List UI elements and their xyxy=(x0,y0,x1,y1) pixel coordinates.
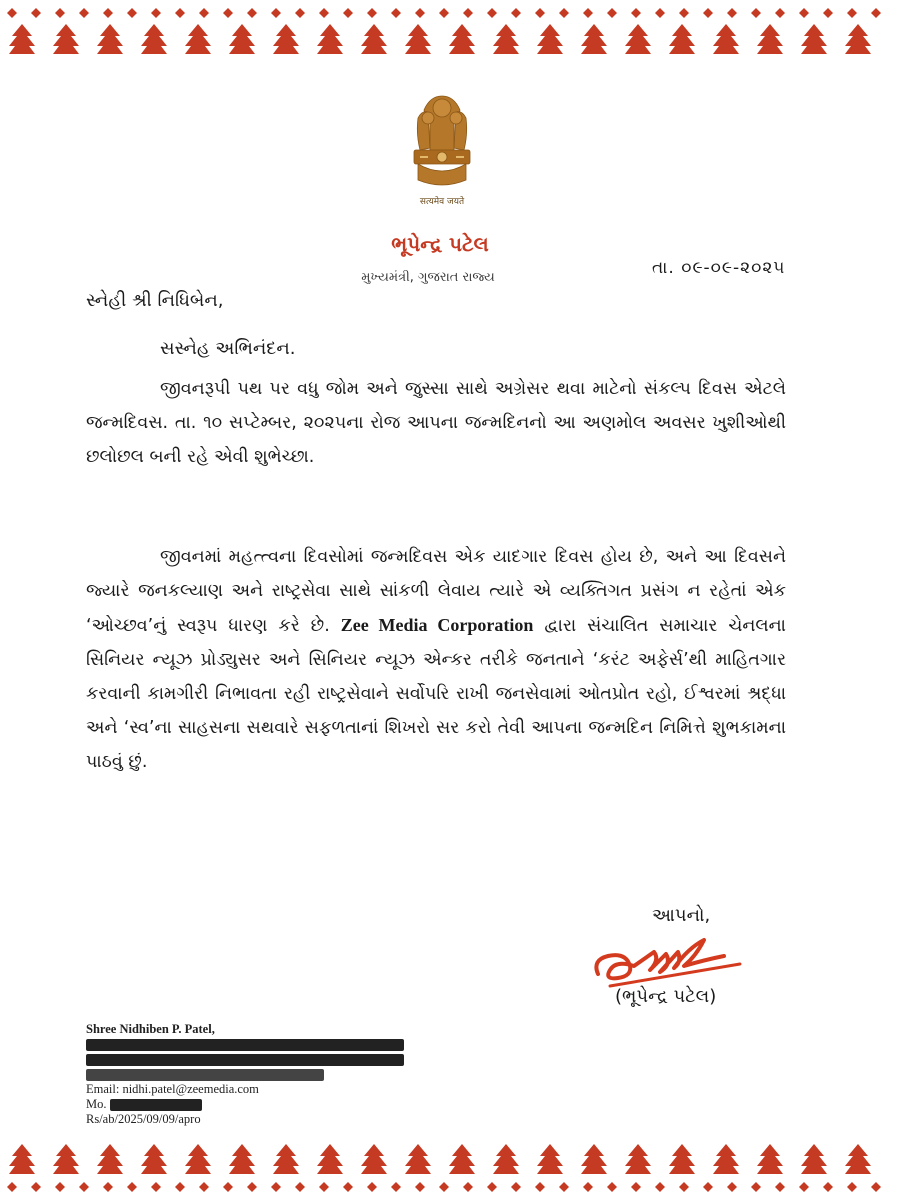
border-leaf xyxy=(273,24,299,54)
border-diamond xyxy=(583,1182,593,1192)
border-leaf xyxy=(713,24,739,54)
border-diamond xyxy=(367,8,377,18)
border-diamond xyxy=(223,8,233,18)
border-diamond xyxy=(199,1182,209,1192)
redacted-address-line-1 xyxy=(86,1037,404,1052)
border-diamond xyxy=(703,1182,713,1192)
border-diamond xyxy=(127,8,137,18)
border-leaf xyxy=(405,1144,431,1174)
border-diamond xyxy=(535,8,545,18)
border-leaf xyxy=(185,24,211,54)
border-leaf xyxy=(317,1144,343,1174)
border-leaf xyxy=(405,24,431,54)
greeting: સસ્નેહ અભિનંદન. xyxy=(160,338,296,359)
border-leaf xyxy=(53,1144,79,1174)
border-leaf xyxy=(449,1144,475,1174)
border-diamond xyxy=(607,1182,617,1192)
border-diamond xyxy=(727,1182,737,1192)
border-diamond xyxy=(583,8,593,18)
border-diamond xyxy=(127,1182,137,1192)
reference-number: Rs/ab/2025/09/09/apro xyxy=(86,1112,201,1126)
border-diamond xyxy=(199,8,209,18)
border-diamond xyxy=(319,8,329,18)
border-leaf xyxy=(757,24,783,54)
border-diamond xyxy=(151,1182,161,1192)
border-leaf xyxy=(229,24,255,54)
redacted-address-line-2 xyxy=(86,1052,404,1067)
border-leaf xyxy=(669,1144,695,1174)
border-diamond xyxy=(175,8,185,18)
border-diamond xyxy=(679,1182,689,1192)
border-diamond xyxy=(535,1182,545,1192)
border-diamond xyxy=(415,8,425,18)
border-diamond xyxy=(55,1182,65,1192)
border-leaf xyxy=(53,24,79,54)
border-leaf xyxy=(97,1144,123,1174)
recipient-address xyxy=(86,1022,404,1127)
closing: આપનો, xyxy=(652,905,711,926)
company-name: Zee Media Corporation xyxy=(340,615,534,635)
border-diamond xyxy=(439,1182,449,1192)
border-diamond xyxy=(103,1182,113,1192)
border-leaf xyxy=(801,1144,827,1174)
border-diamond xyxy=(79,1182,89,1192)
border-leaf xyxy=(361,1144,387,1174)
border-leaf xyxy=(537,1144,563,1174)
border-diamond xyxy=(319,1182,329,1192)
border-diamond xyxy=(511,8,521,18)
border-diamond xyxy=(559,8,569,18)
border-diamond xyxy=(631,1182,641,1192)
border-diamond xyxy=(847,8,857,18)
border-diamond xyxy=(343,1182,353,1192)
border-diamond xyxy=(7,1182,17,1192)
border-leaf xyxy=(801,24,827,54)
top-decorative-border xyxy=(0,0,900,70)
border-diamond xyxy=(751,8,761,18)
border-leaf xyxy=(9,1144,35,1174)
border-diamond xyxy=(103,8,113,18)
border-diamond xyxy=(151,8,161,18)
border-diamond xyxy=(847,1182,857,1192)
paragraph-2 xyxy=(86,540,786,779)
mobile-label: Mo. xyxy=(86,1097,107,1111)
border-leaf xyxy=(97,24,123,54)
border-diamond xyxy=(367,1182,377,1192)
salutation: સ્નેહી શ્રી નિધિબેન, xyxy=(86,290,224,311)
border-diamond xyxy=(295,8,305,18)
author-name: ભૂપેન્દ્ર પટેલ xyxy=(391,232,489,256)
border-leaf xyxy=(537,24,563,54)
border-diamond xyxy=(751,1182,761,1192)
border-leaf xyxy=(185,1144,211,1174)
border-leaf xyxy=(141,1144,167,1174)
border-leaf xyxy=(141,24,167,54)
paragraph-1-text: જીવનરૂપી પથ પર વધુ જોમ અને જુસ્સા સાથે અગ્રેસર થવા માટેનો સંકલ્પ દિવસ એટલે જન્મદિવસ. તા. ૧૦ સપ્ટેમ્બર, ૨૦૨૫ના રોજ આપના જન્મદિનનો આ અણમોલ અવસર ખુશીઓથી છલોછલ બની રહે એવી શુભેચ્છા. xyxy=(86,379,786,467)
border-diamond xyxy=(799,1182,809,1192)
border-diamond xyxy=(55,8,65,18)
border-diamond xyxy=(439,8,449,18)
border-diamond xyxy=(391,1182,401,1192)
border-leaf xyxy=(713,1144,739,1174)
border-diamond xyxy=(79,8,89,18)
border-diamond xyxy=(511,1182,521,1192)
border-diamond xyxy=(7,8,17,18)
border-diamond xyxy=(775,1182,785,1192)
border-leaf xyxy=(361,24,387,54)
border-diamond xyxy=(559,1182,569,1192)
border-diamond xyxy=(31,1182,41,1192)
border-diamond xyxy=(775,8,785,18)
border-diamond xyxy=(487,1182,497,1192)
border-leaf xyxy=(9,24,35,54)
border-diamond xyxy=(175,1182,185,1192)
border-leaf xyxy=(581,24,607,54)
recipient-mobile xyxy=(86,1097,404,1112)
emblem-motto: सत्यमेव जयते xyxy=(419,197,465,207)
border-diamond xyxy=(343,8,353,18)
author-title: મુખ્યમંત્રી, ગુજરાત રાજ્ય xyxy=(361,270,495,285)
border-diamond xyxy=(679,8,689,18)
border-diamond xyxy=(727,8,737,18)
bottom-decorative-border xyxy=(0,1130,900,1200)
border-leaf xyxy=(581,1144,607,1174)
border-leaf xyxy=(317,24,343,54)
border-leaf xyxy=(669,24,695,54)
border-diamond xyxy=(487,8,497,18)
border-diamond xyxy=(799,8,809,18)
border-diamond xyxy=(247,8,257,18)
border-diamond xyxy=(655,1182,665,1192)
border-leaf xyxy=(625,24,651,54)
border-diamond xyxy=(31,8,41,18)
recipient-email: Email: nidhi.patel@zeemedia.com xyxy=(86,1082,259,1096)
recipient-name: Shree Nidhiben P. Patel, xyxy=(86,1022,215,1036)
letter-date: તા. ૦૯-૦૯-૨૦૨૫ xyxy=(652,258,786,278)
border-diamond xyxy=(223,1182,233,1192)
paragraph-2-text-b: દ્વારા સંચાલિત સમાચાર ચેનલના સિનિયર ન્યૂઝ પ્રોડ્યુસર અને સિનિયર ન્યૂઝ એન્કર તરીકે જનતાને ‘કરંટ અફેર્સ’થી માહિતગાર કરવાની કામગીરી નિભાવતા રહી રાષ્ટ્રસેવાને સર્વોપરિ રાખી જનસેવામાં ઓતપ્રોત રહો, ઈશ્વરમાં શ્રદ્ધા અને ‘સ્વ’ના સાહસના સથવારે સફળતાનાં શિખરો સર કરો તેવી આપના જન્મદિન નિમિત્તે શુભકામના પાઠવું છું. xyxy=(86,616,786,772)
border-diamond xyxy=(871,8,881,18)
border-diamond xyxy=(295,1182,305,1192)
border-diamond xyxy=(463,8,473,18)
border-diamond xyxy=(271,1182,281,1192)
border-diamond xyxy=(823,8,833,18)
border-diamond xyxy=(823,1182,833,1192)
border-leaf xyxy=(229,1144,255,1174)
border-diamond xyxy=(271,8,281,18)
border-diamond xyxy=(871,1182,881,1192)
signatory-name: (ભૂપેન્દ્ર પટેલ) xyxy=(615,986,717,1007)
border-leaf xyxy=(273,1144,299,1174)
border-leaf xyxy=(845,1144,871,1174)
border-diamond xyxy=(247,1182,257,1192)
paragraph-2-text-a: જીવનમાં મહત્ત્વના દિવસોમાં જન્મદિવસ એક યાદગાર દિવસ હોય છે, અને આ દિવસને જ્યારે જનકલ્યાણ અને રાષ્ટ્રસેવા સાથે સાંકળી લેવાય ત્યારે એ વ્યક્તિગત પ્રસંગ ન રહેતાં એક ‘ઓચ્છવ’નું સ્વરૂપ ધારણ કરે છે. xyxy=(86,547,786,636)
border-leaf xyxy=(757,1144,783,1174)
redacted-address-line-3 xyxy=(86,1067,404,1082)
border-leaf xyxy=(493,1144,519,1174)
border-leaf xyxy=(625,1144,651,1174)
border-diamond xyxy=(655,8,665,18)
border-leaf xyxy=(845,24,871,54)
paragraph-1 xyxy=(86,372,786,474)
border-leaf xyxy=(493,24,519,54)
border-diamond xyxy=(391,8,401,18)
border-diamond xyxy=(415,1182,425,1192)
border-diamond xyxy=(703,8,713,18)
border-diamond xyxy=(463,1182,473,1192)
border-diamond xyxy=(607,8,617,18)
border-diamond xyxy=(631,8,641,18)
border-leaf xyxy=(449,24,475,54)
